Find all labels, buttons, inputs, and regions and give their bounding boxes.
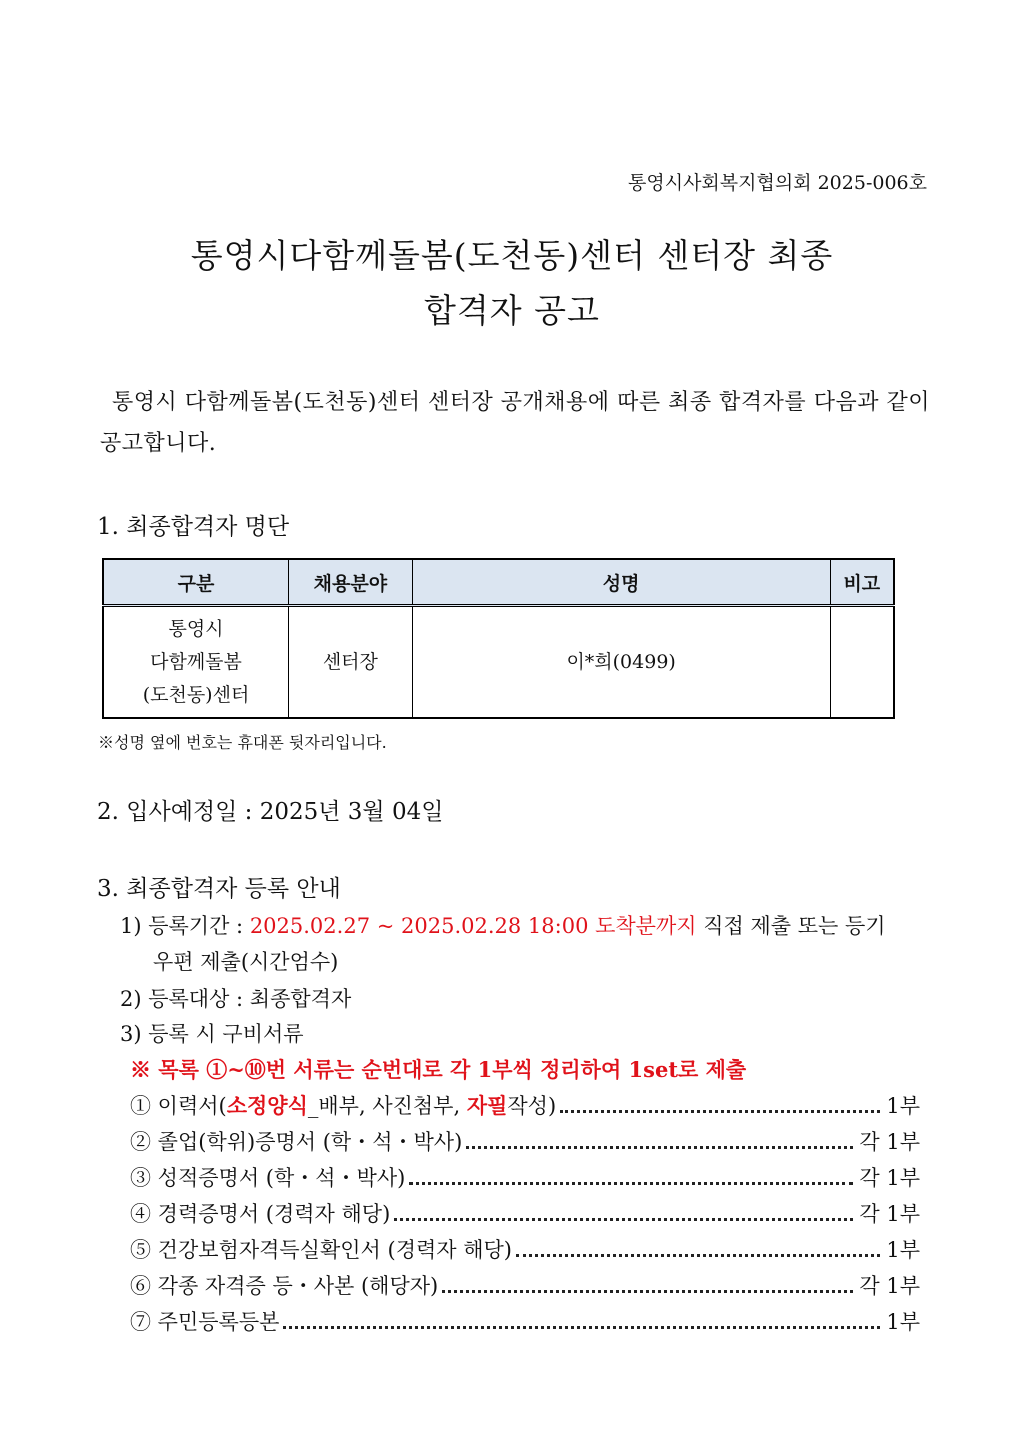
table-row bbox=[103, 606, 894, 719]
page-title-line1: 통영시다함께돌봄(도천동)센터 센터장 최종 bbox=[190, 236, 834, 275]
registration-period-label: 1) 등록기간 : bbox=[120, 914, 250, 938]
table-footnote: ※성명 옆에 번호는 휴대폰 뒷자리입니다. bbox=[98, 733, 387, 752]
document-number: 통영시사회복지협의회 2025-006호 bbox=[628, 172, 927, 194]
dot-leader bbox=[283, 1326, 880, 1329]
document-item-1-label: ① 이력서(소정양식_배부, 사진첨부, 자필작성) bbox=[130, 1093, 557, 1118]
document-item-5 bbox=[130, 1234, 920, 1264]
division-line1: 통영시 bbox=[168, 617, 224, 640]
division-line2: 다함께돌봄 bbox=[150, 650, 242, 673]
division-line3: (도천동)센터 bbox=[142, 683, 250, 706]
page-title-line2: 합격자 공고 bbox=[424, 291, 600, 330]
document-item-label: ④ 경력증명서 (경력자 해당) bbox=[130, 1202, 391, 1226]
dot-leader bbox=[442, 1290, 853, 1293]
table-header-row bbox=[103, 559, 894, 606]
document-item-label: ② 졸업(학위)증명서 (학・석・박사) bbox=[130, 1130, 463, 1154]
intro-paragraph: 통영시 다함께돌봄(도천동)센터 센터장 공개채용에 따른 최종 합격자를 다음과 같이 공고합니다. bbox=[100, 390, 930, 456]
registration-period-value: 2025.02.27 ~ 2025.02.28 18:00 도착분까지 bbox=[249, 914, 697, 938]
registration-period-line2: 우편 제출(시간엄수) bbox=[153, 950, 339, 974]
registration-period bbox=[120, 910, 886, 940]
cell-field: 센터장 bbox=[289, 606, 413, 719]
column-header-field: 채용분야 bbox=[289, 559, 413, 606]
required-documents-heading: 3) 등록 시 구비서류 bbox=[120, 1022, 304, 1046]
document-item-qty: 각 1부 bbox=[859, 1274, 920, 1298]
section2-heading: 2. 입사예정일 : 2025년 3월 04일 bbox=[97, 799, 444, 825]
document-item-qty: 각 1부 bbox=[859, 1130, 920, 1154]
dot-leader bbox=[560, 1110, 880, 1113]
dot-leader bbox=[466, 1146, 853, 1149]
submission-notice: ※ 목록 ①~⑩번 서류는 순번대로 각 1부씩 정리하여 1set로 제출 bbox=[130, 1057, 747, 1082]
cell-division bbox=[103, 606, 289, 719]
cell-remark bbox=[830, 606, 894, 719]
document-item-qty: 1부 bbox=[886, 1310, 920, 1334]
document-item-2 bbox=[130, 1126, 920, 1156]
document-item-3 bbox=[130, 1162, 920, 1192]
dot-leader bbox=[394, 1218, 853, 1221]
section3-heading: 3. 최종합격자 등록 안내 bbox=[97, 876, 341, 902]
column-header-division: 구분 bbox=[103, 559, 289, 606]
document-item-1-qty: 1부 bbox=[886, 1094, 920, 1118]
column-header-name: 성명 bbox=[412, 559, 830, 606]
registration-target: 2) 등록대상 : 최종합격자 bbox=[120, 987, 352, 1011]
document-item-qty: 1부 bbox=[886, 1238, 920, 1262]
finalist-table bbox=[102, 558, 895, 719]
cell-name: 이*희(0499) bbox=[412, 606, 830, 719]
document-item-6 bbox=[130, 1270, 920, 1300]
document-item-1 bbox=[130, 1090, 920, 1120]
document-item-qty: 각 1부 bbox=[859, 1166, 920, 1190]
document-item-4 bbox=[130, 1198, 920, 1228]
column-header-remark: 비고 bbox=[830, 559, 894, 606]
dot-leader bbox=[409, 1182, 853, 1185]
document-item-label: ⑦ 주민등록등본 bbox=[130, 1310, 280, 1334]
registration-period-rest: 직접 제출 또는 등기 bbox=[696, 914, 886, 938]
document-item-label: ⑥ 각종 자격증 등・사본 (해당자) bbox=[130, 1274, 439, 1298]
section1-heading: 1. 최종합격자 명단 bbox=[97, 514, 290, 540]
document-item-qty: 각 1부 bbox=[859, 1202, 920, 1226]
dot-leader bbox=[516, 1254, 880, 1257]
document-item-7 bbox=[130, 1306, 920, 1336]
document-item-label: ⑤ 건강보험자격득실확인서 (경력자 해당) bbox=[130, 1238, 512, 1262]
document-item-label: ③ 성적증명서 (학・석・박사) bbox=[130, 1166, 406, 1190]
